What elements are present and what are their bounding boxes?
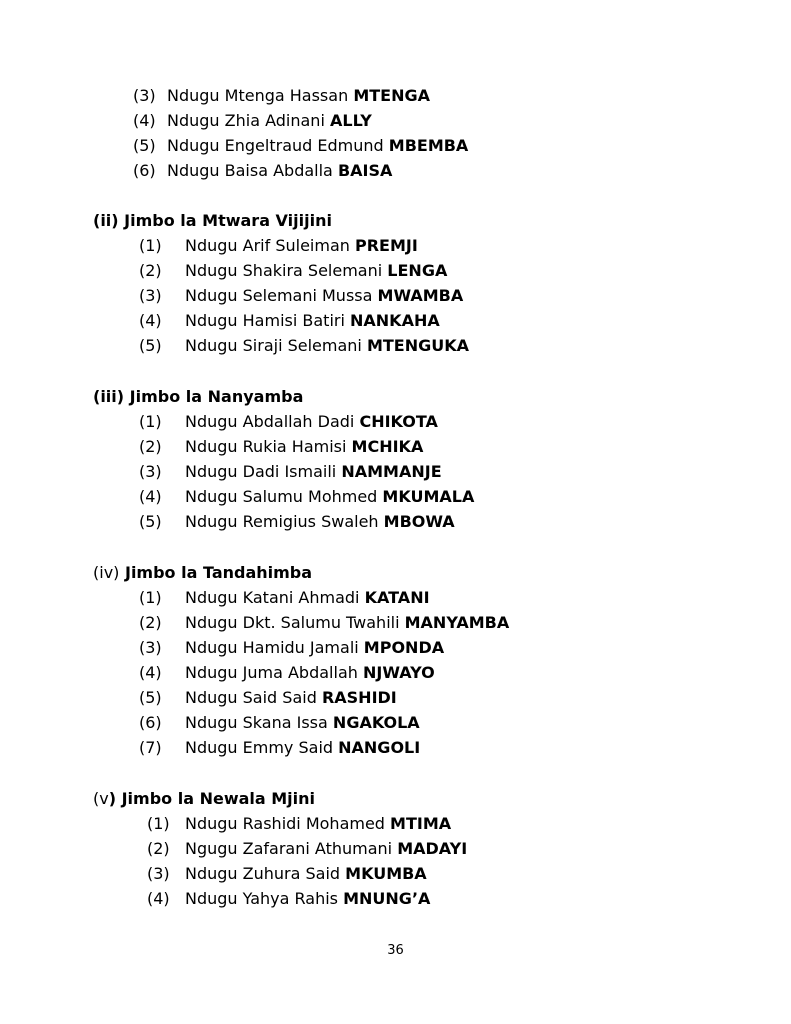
list-item xyxy=(139,738,420,758)
member-name: Ndugu Hamidu Jamali xyxy=(185,638,359,657)
list-item xyxy=(147,814,451,834)
member-surname: MBOWA xyxy=(383,512,455,531)
member-name: Ndugu Hamisi Batiri xyxy=(185,311,345,330)
section-title: Jimbo la Tandahimba xyxy=(124,563,313,582)
item-number: (3) xyxy=(139,462,162,481)
member-surname: MADAYI xyxy=(397,839,468,858)
section-heading xyxy=(93,562,312,584)
list-item xyxy=(139,613,509,633)
section-heading xyxy=(93,788,315,810)
member-name: Ndugu Katani Ahmadi xyxy=(185,588,360,607)
item-number: (7) xyxy=(139,738,162,757)
list-item xyxy=(147,839,467,859)
item-number: (4) xyxy=(147,889,170,908)
member-surname: ALLY xyxy=(329,111,372,130)
item-number: (1) xyxy=(147,814,170,833)
member-name: Ndugu Juma Abdallah xyxy=(185,663,358,682)
list-item xyxy=(139,713,420,733)
section-title: Jimbo la Nanyamba xyxy=(129,387,304,406)
item-number: (1) xyxy=(139,412,162,431)
member-name: Ndugu Rukia Hamisi xyxy=(185,437,347,456)
member-name: Ndugu Said Said xyxy=(185,688,317,707)
item-number: (5) xyxy=(139,512,162,531)
section-title: Jimbo la Mtwara Vijijini xyxy=(124,211,332,230)
member-surname: MPONDA xyxy=(363,638,445,657)
item-number: (1) xyxy=(139,588,162,607)
item-number: (3) xyxy=(139,638,162,657)
member-name: Ndugu Siraji Selemani xyxy=(185,336,362,355)
list-item xyxy=(139,462,442,482)
member-name: Ndugu Shakira Selemani xyxy=(185,261,383,280)
page-number: 36 xyxy=(387,943,404,958)
member-surname: MANYAMBA xyxy=(404,613,510,632)
member-surname: NAMMANJE xyxy=(341,462,442,481)
list-item xyxy=(147,889,430,909)
list-item xyxy=(139,412,438,432)
section-prefix: (ii) xyxy=(93,211,119,230)
member-surname: LENGA xyxy=(387,261,448,280)
item-number: (2) xyxy=(139,613,162,632)
item-number: (1) xyxy=(139,236,162,255)
list-item xyxy=(139,336,469,356)
member-surname: NANKAHA xyxy=(350,311,440,330)
list-item xyxy=(133,136,468,156)
section-heading xyxy=(93,386,303,408)
member-surname: MTENGUKA xyxy=(366,336,470,355)
list-item xyxy=(139,487,474,507)
section-heading xyxy=(93,210,332,232)
member-name: Ndugu Salumu Mohmed xyxy=(185,487,378,506)
member-name: Ndugu Mtenga Hassan xyxy=(167,86,349,105)
list-item xyxy=(139,236,418,256)
member-name: Ndugu Rashidi Mohamed xyxy=(185,814,385,833)
member-name: Ndugu Skana Issa xyxy=(185,713,328,732)
member-surname: MCHIKA xyxy=(351,437,424,456)
list-item xyxy=(139,512,455,532)
member-surname: MKUMBA xyxy=(345,864,427,883)
item-number: (5) xyxy=(139,336,162,355)
list-item xyxy=(139,688,397,708)
member-surname: BAISA xyxy=(337,161,393,180)
item-number: (2) xyxy=(139,261,162,280)
member-name: Ndugu Arif Suleiman xyxy=(185,236,350,255)
member-surname: CHIKOTA xyxy=(359,412,438,431)
item-number: (4) xyxy=(139,487,162,506)
member-name: Ndugu Baisa Abdalla xyxy=(167,161,333,180)
section-title: ) Jimbo la Newala Mjini xyxy=(108,789,316,808)
item-number: (5) xyxy=(139,688,162,707)
member-surname: MTENGA xyxy=(353,86,430,105)
member-name: Ndugu Engeltraud Edmund xyxy=(167,136,384,155)
section-prefix: (v xyxy=(93,789,109,808)
list-item xyxy=(147,864,427,884)
list-item xyxy=(139,663,435,683)
member-surname: RASHIDI xyxy=(321,688,397,707)
item-number: (5) xyxy=(133,136,156,155)
member-name: Ndugu Zuhura Said xyxy=(185,864,341,883)
member-surname: MBEMBA xyxy=(388,136,469,155)
member-surname: MTIMA xyxy=(390,814,452,833)
item-number: (3) xyxy=(133,86,156,105)
list-item xyxy=(133,111,372,131)
member-name: Ndugu Dadi Ismaili xyxy=(185,462,337,481)
list-item xyxy=(139,588,430,608)
member-name: Ndugu Selemani Mussa xyxy=(185,286,373,305)
item-number: (2) xyxy=(139,437,162,456)
item-number: (2) xyxy=(147,839,170,858)
member-surname: PREMJI xyxy=(355,236,418,255)
member-surname: NGAKOLA xyxy=(332,713,420,732)
member-name: Ngugu Zafarani Athumani xyxy=(185,839,393,858)
member-name: Ndugu Emmy Said xyxy=(185,738,334,757)
member-name: Ndugu Zhia Adinani xyxy=(167,111,325,130)
item-number: (3) xyxy=(139,286,162,305)
item-number: (4) xyxy=(139,663,162,682)
member-surname: MKUMALA xyxy=(382,487,475,506)
list-item xyxy=(139,638,444,658)
list-item xyxy=(139,261,447,281)
section-prefix: (iv) xyxy=(93,563,120,582)
list-item xyxy=(139,311,440,331)
member-name: Ndugu Dkt. Salumu Twahili xyxy=(185,613,400,632)
list-item xyxy=(133,161,392,181)
item-number: (3) xyxy=(147,864,170,883)
member-surname: NANGOLI xyxy=(338,738,421,757)
member-surname: MNUNG’A xyxy=(343,889,431,908)
member-name: Ndugu Yahya Rahis xyxy=(185,889,339,908)
member-surname: MWAMBA xyxy=(377,286,464,305)
list-item xyxy=(133,86,430,106)
list-item xyxy=(139,437,423,457)
member-surname: NJWAYO xyxy=(362,663,435,682)
item-number: (4) xyxy=(133,111,156,130)
member-name: Ndugu Remigius Swaleh xyxy=(185,512,379,531)
item-number: (4) xyxy=(139,311,162,330)
member-surname: KATANI xyxy=(364,588,430,607)
member-name: Ndugu Abdallah Dadi xyxy=(185,412,355,431)
item-number: (6) xyxy=(139,713,162,732)
list-item xyxy=(139,286,463,306)
item-number: (6) xyxy=(133,161,156,180)
section-prefix: (iii) xyxy=(93,387,125,406)
